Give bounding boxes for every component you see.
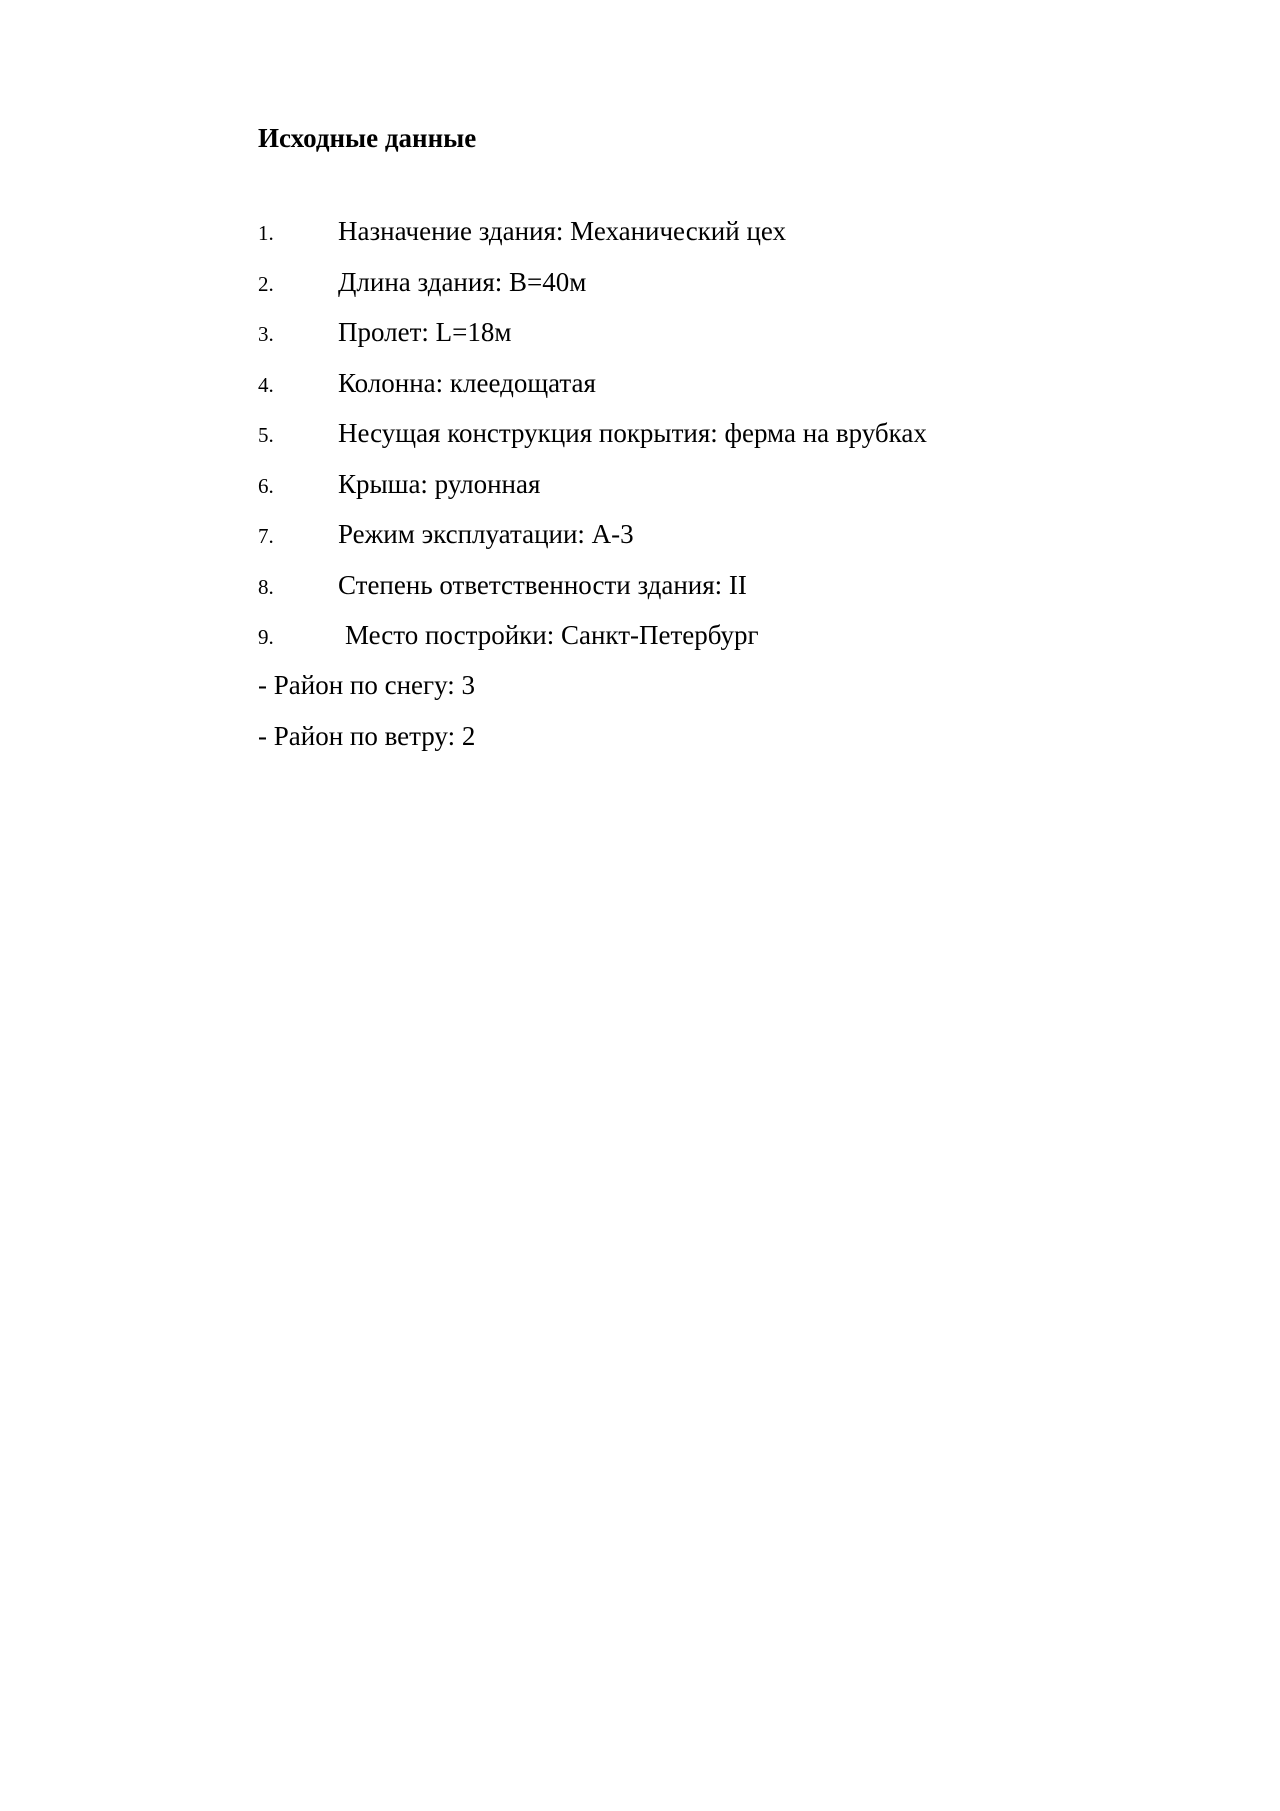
list-item-text: Длина здания: В=40м — [338, 266, 587, 297]
list-item — [258, 312, 1158, 363]
list-item-number: 4. — [258, 372, 274, 397]
list-item-number: 8. — [258, 574, 274, 599]
list-item-text: Степень ответственности здания: II — [338, 569, 747, 600]
wind-region-line: - Район по ветру: 2 — [258, 720, 476, 751]
list-item-text: Колонна: клеедощатая — [338, 367, 596, 398]
list-item — [258, 413, 1158, 464]
list-item-text: Назначение здания: Механический цех — [338, 216, 787, 246]
list-item-text: Несущая конструкция покрытия: ферма на врубках — [338, 418, 927, 448]
list-item-number: 3. — [258, 322, 274, 346]
list-item — [258, 514, 1158, 565]
list-item — [258, 615, 1158, 666]
list-item-number: 7. — [258, 524, 274, 548]
list-item-text: Режим эксплуатации: А-3 — [338, 519, 634, 549]
list-item-number: 6. — [258, 473, 274, 498]
document-title: Исходные данные — [258, 123, 477, 153]
list-item-text: Место постройки: Санкт-Петербург — [345, 620, 759, 650]
list-item-number: 9. — [258, 625, 274, 649]
list-item-number: 1. — [258, 221, 274, 245]
list-item-text: Крыша: рулонная — [338, 468, 541, 499]
list-item — [258, 464, 1158, 515]
initial-data-list — [258, 211, 1158, 666]
list-item — [258, 565, 1158, 616]
list-item-number: 2. — [258, 271, 274, 296]
list-item — [258, 363, 1158, 414]
list-item — [258, 262, 1158, 313]
list-item-number: 5. — [258, 423, 274, 447]
snow-region-line: - Район по снегу: 3 — [258, 670, 475, 700]
region-parameters — [258, 665, 1158, 766]
list-item-text: Пролет: L=18м — [338, 317, 512, 347]
list-item — [258, 211, 1158, 262]
